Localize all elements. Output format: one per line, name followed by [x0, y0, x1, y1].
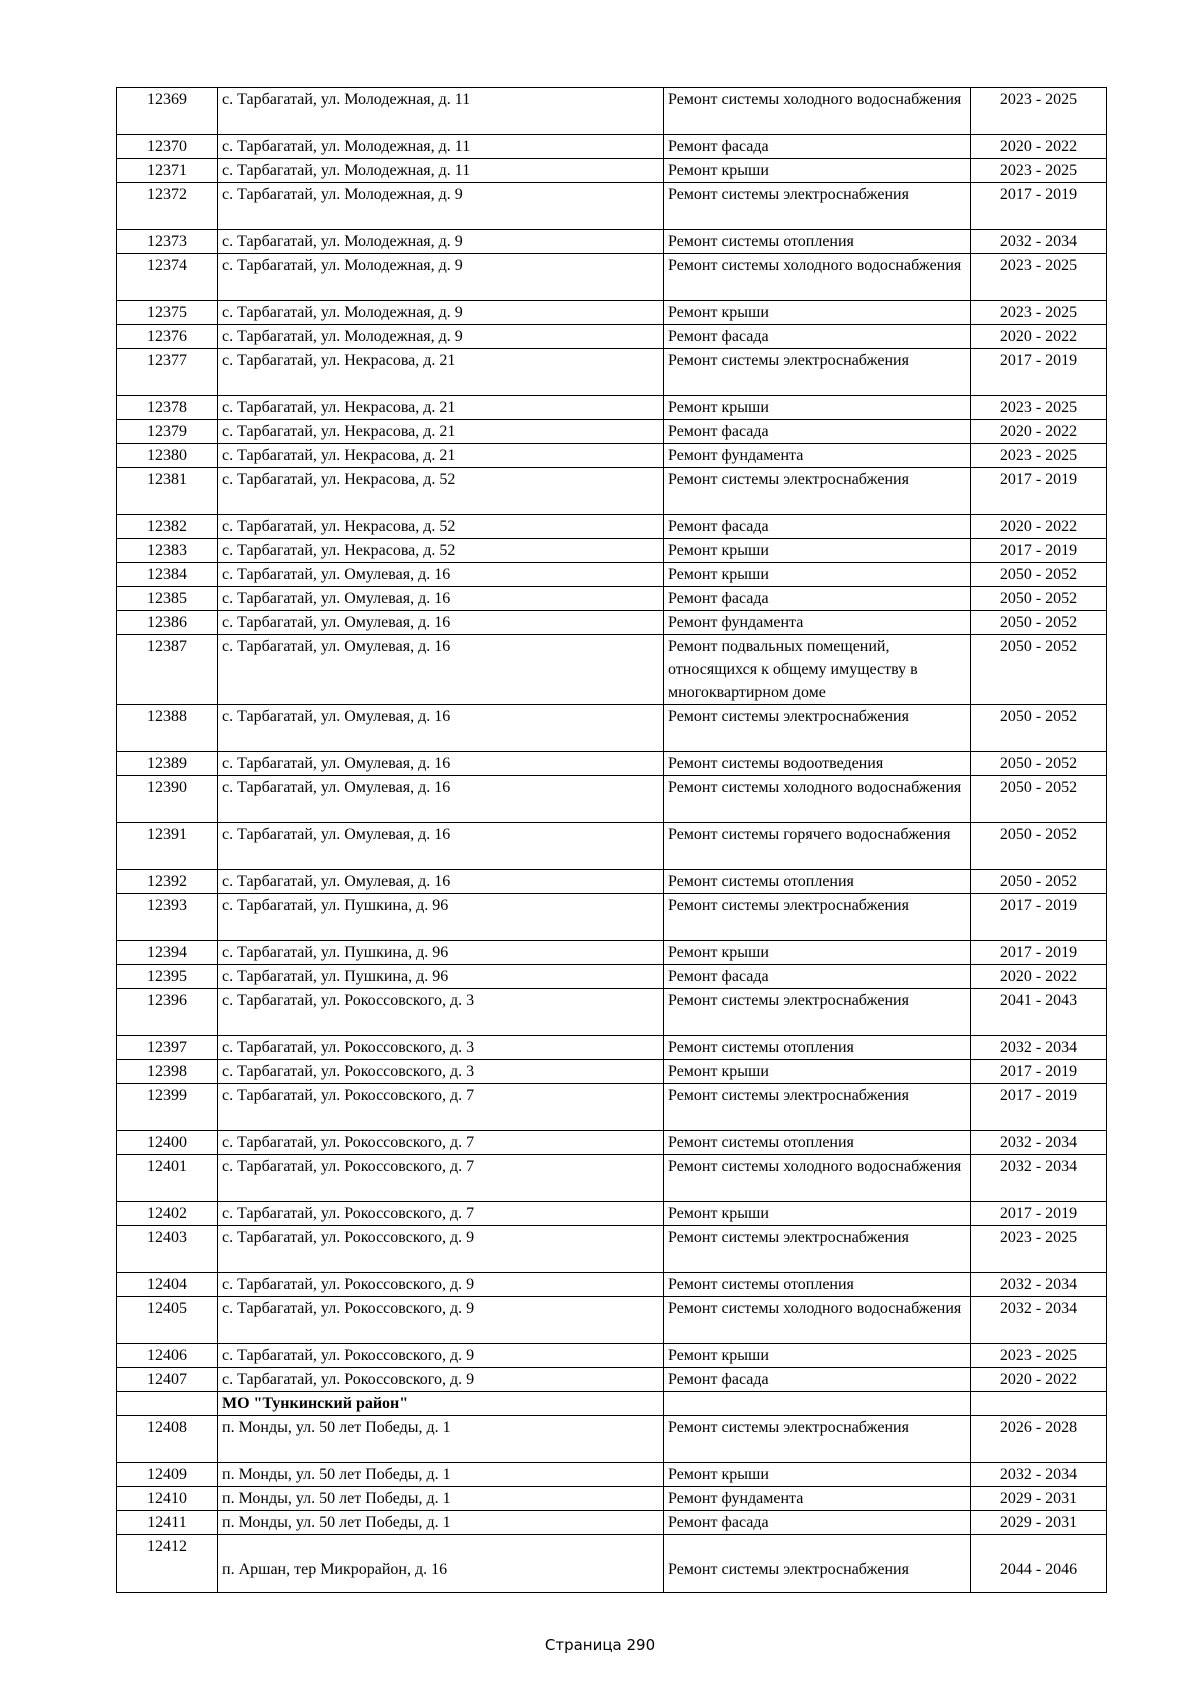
period-cell: 2023 - 2025 [971, 301, 1107, 325]
table-row [117, 301, 1107, 325]
address-cell: с. Тарбагатай, ул. Некрасова, д. 52 [218, 515, 664, 539]
row-number-cell: 12384 [117, 563, 218, 587]
period-cell: 2017 - 2019 [971, 349, 1107, 396]
table-row [117, 1416, 1107, 1463]
address-cell: с. Тарбагатай, ул. Омулевая, д. 16 [218, 563, 664, 587]
work-type-cell: Ремонт системы водоотведения [664, 752, 971, 776]
table-row [117, 1511, 1107, 1535]
table-row [117, 444, 1107, 468]
period-cell: 2032 - 2034 [971, 1273, 1107, 1297]
period-cell: 2017 - 2019 [971, 941, 1107, 965]
row-number-cell: 12411 [117, 1511, 218, 1535]
address-cell: с. Тарбагатай, ул. Рокоссовского, д. 3 [218, 1060, 664, 1084]
work-type-cell: Ремонт подвальных помещений, относящихся к общему имуществу в многоквартирном доме [664, 635, 971, 705]
period-cell: 2023 - 2025 [971, 1344, 1107, 1368]
period-cell: 2041 - 2043 [971, 989, 1107, 1036]
work-type-cell: Ремонт системы электроснабжения [664, 1084, 971, 1131]
row-number-cell: 12378 [117, 396, 218, 420]
row-number-cell: 12405 [117, 1297, 218, 1344]
address-cell: с. Тарбагатай, ул. Омулевая, д. 16 [218, 635, 664, 705]
address-cell: с. Тарбагатай, ул. Рокоссовского, д. 3 [218, 989, 664, 1036]
table-row [117, 752, 1107, 776]
period-cell: 2032 - 2034 [971, 230, 1107, 254]
address-cell: с. Тарбагатай, ул. Молодежная, д. 9 [218, 230, 664, 254]
period-cell: 2020 - 2022 [971, 965, 1107, 989]
period-cell: 2017 - 2019 [971, 1060, 1107, 1084]
table-row [117, 135, 1107, 159]
address-cell: с. Тарбагатай, ул. Некрасова, д. 52 [218, 468, 664, 515]
page-number: Страница 290 [544, 1636, 656, 1654]
row-number-cell: 12397 [117, 1036, 218, 1060]
period-cell: 2020 - 2022 [971, 1368, 1107, 1392]
row-number-cell: 12388 [117, 705, 218, 752]
table-row [117, 823, 1107, 870]
table-row [117, 468, 1107, 515]
address-cell: с. Тарбагатай, ул. Рокоссовского, д. 7 [218, 1202, 664, 1226]
table-row [117, 1226, 1107, 1273]
row-number-cell: 12387 [117, 635, 218, 705]
table-row [117, 1535, 1107, 1593]
row-number-cell: 12409 [117, 1463, 218, 1487]
work-type-cell: Ремонт системы горячего водоснабжения [664, 823, 971, 870]
row-number-cell: 12376 [117, 325, 218, 349]
work-type-cell: Ремонт системы отопления [664, 1273, 971, 1297]
table-body [117, 88, 1107, 1593]
work-type-cell: Ремонт фасада [664, 135, 971, 159]
work-type-cell: Ремонт фасада [664, 1511, 971, 1535]
table-row [117, 563, 1107, 587]
period-cell: 2029 - 2031 [971, 1511, 1107, 1535]
period-cell: 2020 - 2022 [971, 325, 1107, 349]
table-row [117, 539, 1107, 563]
table-row [117, 1084, 1107, 1131]
period-cell: 2017 - 2019 [971, 1084, 1107, 1131]
address-cell: с. Тарбагатай, ул. Омулевая, д. 16 [218, 823, 664, 870]
table-row [117, 1368, 1107, 1392]
work-type-cell: Ремонт фасада [664, 420, 971, 444]
address-cell: с. Тарбагатай, ул. Рокоссовского, д. 9 [218, 1273, 664, 1297]
table-row [117, 515, 1107, 539]
table-row [117, 965, 1107, 989]
table-row [117, 635, 1107, 705]
period-cell: 2050 - 2052 [971, 587, 1107, 611]
period-cell: 2023 - 2025 [971, 1226, 1107, 1273]
table-row [117, 88, 1107, 135]
table-row [117, 1344, 1107, 1368]
period-cell: 2050 - 2052 [971, 752, 1107, 776]
address-cell: с. Тарбагатай, ул. Омулевая, д. 16 [218, 705, 664, 752]
period-cell: 2017 - 2019 [971, 539, 1107, 563]
table-row [117, 1131, 1107, 1155]
period-cell: 2023 - 2025 [971, 88, 1107, 135]
work-type-cell [664, 1392, 971, 1416]
table-row [117, 349, 1107, 396]
table-row [117, 396, 1107, 420]
period-cell: 2032 - 2034 [971, 1463, 1107, 1487]
row-number-cell: 12401 [117, 1155, 218, 1202]
row-number-cell: 12402 [117, 1202, 218, 1226]
table-row [117, 1036, 1107, 1060]
work-type-cell: Ремонт крыши [664, 159, 971, 183]
work-type-cell: Ремонт системы холодного водоснабжения [664, 1297, 971, 1344]
table-row [117, 254, 1107, 301]
period-cell [971, 1392, 1107, 1416]
work-type-cell: Ремонт крыши [664, 301, 971, 325]
work-type-cell: Ремонт фасада [664, 1368, 971, 1392]
address-cell: п. Монды, ул. 50 лет Победы, д. 1 [218, 1416, 664, 1463]
period-cell: 2017 - 2019 [971, 183, 1107, 230]
row-number-cell: 12389 [117, 752, 218, 776]
table-row [117, 611, 1107, 635]
row-number-cell: 12374 [117, 254, 218, 301]
period-cell: 2023 - 2025 [971, 254, 1107, 301]
address-cell: с. Тарбагатай, ул. Некрасова, д. 21 [218, 444, 664, 468]
work-type-cell: Ремонт фундамента [664, 1487, 971, 1511]
work-type-cell: Ремонт крыши [664, 941, 971, 965]
address-cell: с. Тарбагатай, ул. Некрасова, д. 21 [218, 349, 664, 396]
address-cell: с. Тарбагатай, ул. Молодежная, д. 9 [218, 325, 664, 349]
address-cell: с. Тарбагатай, ул. Рокоссовского, д. 9 [218, 1226, 664, 1273]
work-type-cell: Ремонт крыши [664, 396, 971, 420]
works-table [116, 87, 1107, 1593]
work-type-cell: Ремонт крыши [664, 1060, 971, 1084]
work-type-cell: Ремонт системы электроснабжения [664, 1535, 971, 1593]
address-cell: с. Тарбагатай, ул. Омулевая, д. 16 [218, 587, 664, 611]
address-cell: с. Тарбагатай, ул. Молодежная, д. 11 [218, 159, 664, 183]
work-type-cell: Ремонт системы электроснабжения [664, 989, 971, 1036]
address-cell: п. Монды, ул. 50 лет Победы, д. 1 [218, 1511, 664, 1535]
period-cell: 2050 - 2052 [971, 635, 1107, 705]
address-cell: с. Тарбагатай, ул. Рокоссовского, д. 9 [218, 1344, 664, 1368]
work-type-cell: Ремонт фасада [664, 965, 971, 989]
work-type-cell: Ремонт системы холодного водоснабжения [664, 1155, 971, 1202]
address-cell: с. Тарбагатай, ул. Молодежная, д. 9 [218, 254, 664, 301]
row-number-cell [117, 1392, 218, 1416]
period-cell: 2050 - 2052 [971, 870, 1107, 894]
table-row [117, 1273, 1107, 1297]
row-number-cell: 12381 [117, 468, 218, 515]
work-type-cell: Ремонт фасада [664, 587, 971, 611]
row-number-cell: 12399 [117, 1084, 218, 1131]
row-number-cell: 12404 [117, 1273, 218, 1297]
period-cell: 2050 - 2052 [971, 563, 1107, 587]
address-cell: с. Тарбагатай, ул. Молодежная, д. 9 [218, 183, 664, 230]
work-type-cell: Ремонт системы электроснабжения [664, 468, 971, 515]
period-cell: 2017 - 2019 [971, 894, 1107, 941]
work-type-cell: Ремонт фундамента [664, 444, 971, 468]
table-row [117, 941, 1107, 965]
work-type-cell: Ремонт системы отопления [664, 870, 971, 894]
work-type-cell: Ремонт системы холодного водоснабжения [664, 254, 971, 301]
address-cell: с. Тарбагатай, ул. Рокоссовского, д. 9 [218, 1297, 664, 1344]
row-number-cell: 12403 [117, 1226, 218, 1273]
address-cell: с. Тарбагатай, ул. Рокоссовского, д. 7 [218, 1131, 664, 1155]
table-row [117, 989, 1107, 1036]
period-cell: 2050 - 2052 [971, 776, 1107, 823]
row-number-cell: 12386 [117, 611, 218, 635]
row-number-cell: 12382 [117, 515, 218, 539]
table-row [117, 1155, 1107, 1202]
address-cell: с. Тарбагатай, ул. Пушкина, д. 96 [218, 965, 664, 989]
period-cell: 2032 - 2034 [971, 1036, 1107, 1060]
period-cell: 2032 - 2034 [971, 1131, 1107, 1155]
period-cell: 2017 - 2019 [971, 1202, 1107, 1226]
table-row [117, 776, 1107, 823]
row-number-cell: 12393 [117, 894, 218, 941]
period-cell: 2020 - 2022 [971, 420, 1107, 444]
period-cell: 2020 - 2022 [971, 135, 1107, 159]
row-number-cell: 12380 [117, 444, 218, 468]
row-number-cell: 12371 [117, 159, 218, 183]
period-cell: 2023 - 2025 [971, 159, 1107, 183]
work-type-cell: Ремонт системы отопления [664, 1131, 971, 1155]
work-type-cell: Ремонт фасада [664, 515, 971, 539]
row-number-cell: 12390 [117, 776, 218, 823]
address-cell: п. Монды, ул. 50 лет Победы, д. 1 [218, 1487, 664, 1511]
address-cell: с. Тарбагатай, ул. Омулевая, д. 16 [218, 870, 664, 894]
work-type-cell: Ремонт системы электроснабжения [664, 1416, 971, 1463]
table-row [117, 1463, 1107, 1487]
period-cell: 2020 - 2022 [971, 515, 1107, 539]
period-cell: 2050 - 2052 [971, 823, 1107, 870]
period-cell: 2032 - 2034 [971, 1155, 1107, 1202]
row-number-cell: 12391 [117, 823, 218, 870]
address-cell: с. Тарбагатай, ул. Омулевая, д. 16 [218, 752, 664, 776]
address-cell: п. Монды, ул. 50 лет Победы, д. 1 [218, 1463, 664, 1487]
work-type-cell: Ремонт крыши [664, 1344, 971, 1368]
row-number-cell: 12407 [117, 1368, 218, 1392]
address-cell: с. Тарбагатай, ул. Некрасова, д. 21 [218, 396, 664, 420]
work-type-cell: Ремонт крыши [664, 1463, 971, 1487]
table-row [117, 894, 1107, 941]
work-type-cell: Ремонт крыши [664, 539, 971, 563]
period-cell: 2017 - 2019 [971, 468, 1107, 515]
table-row [117, 183, 1107, 230]
row-number-cell: 12375 [117, 301, 218, 325]
row-number-cell: 12396 [117, 989, 218, 1036]
work-type-cell: Ремонт фасада [664, 325, 971, 349]
row-number-cell: 12370 [117, 135, 218, 159]
work-type-cell: Ремонт крыши [664, 1202, 971, 1226]
table-row [117, 705, 1107, 752]
row-number-cell: 12369 [117, 88, 218, 135]
row-number-cell: 12392 [117, 870, 218, 894]
period-cell: 2050 - 2052 [971, 611, 1107, 635]
row-number-cell: 12408 [117, 1416, 218, 1463]
work-type-cell: Ремонт системы электроснабжения [664, 349, 971, 396]
address-cell: с. Тарбагатай, ул. Омулевая, д. 16 [218, 611, 664, 635]
section-header-row [117, 1392, 1107, 1416]
row-number-cell: 12373 [117, 230, 218, 254]
work-type-cell: Ремонт фундамента [664, 611, 971, 635]
period-cell: 2029 - 2031 [971, 1487, 1107, 1511]
table-row [117, 1060, 1107, 1084]
address-cell: с. Тарбагатай, ул. Рокоссовского, д. 7 [218, 1084, 664, 1131]
period-cell: 2023 - 2025 [971, 396, 1107, 420]
address-cell: п. Аршан, тер Микрорайон, д. 16 [218, 1535, 664, 1593]
row-number-cell: 12412 [117, 1535, 218, 1593]
work-type-cell: Ремонт крыши [664, 563, 971, 587]
row-number-cell: 12379 [117, 420, 218, 444]
address-cell: с. Тарбагатай, ул. Рокоссовского, д. 3 [218, 1036, 664, 1060]
table-row [117, 420, 1107, 444]
table-row [117, 587, 1107, 611]
address-cell: с. Тарбагатай, ул. Молодежная, д. 11 [218, 135, 664, 159]
row-number-cell: 12406 [117, 1344, 218, 1368]
table-row [117, 230, 1107, 254]
address-cell: с. Тарбагатай, ул. Молодежная, д. 9 [218, 301, 664, 325]
period-cell: 2032 - 2034 [971, 1297, 1107, 1344]
work-type-cell: Ремонт системы холодного водоснабжения [664, 776, 971, 823]
period-cell: 2050 - 2052 [971, 705, 1107, 752]
address-cell: с. Тарбагатай, ул. Пушкина, д. 96 [218, 894, 664, 941]
row-number-cell: 12372 [117, 183, 218, 230]
table-row [117, 870, 1107, 894]
address-cell: с. Тарбагатай, ул. Рокоссовского, д. 9 [218, 1368, 664, 1392]
address-cell: с. Тарбагатай, ул. Некрасова, д. 52 [218, 539, 664, 563]
work-type-cell: Ремонт системы электроснабжения [664, 1226, 971, 1273]
row-number-cell: 12400 [117, 1131, 218, 1155]
work-type-cell: Ремонт системы отопления [664, 230, 971, 254]
work-type-cell: Ремонт системы холодного водоснабжения [664, 88, 971, 135]
row-number-cell: 12394 [117, 941, 218, 965]
period-cell: 2044 - 2046 [971, 1535, 1107, 1593]
address-cell: с. Тарбагатай, ул. Пушкина, д. 96 [218, 941, 664, 965]
address-cell: с. Тарбагатай, ул. Молодежная, д. 11 [218, 88, 664, 135]
table-row [117, 159, 1107, 183]
table-row [117, 1202, 1107, 1226]
address-cell: МО "Тункинский район" [218, 1392, 664, 1416]
row-number-cell: 12383 [117, 539, 218, 563]
address-cell: с. Тарбагатай, ул. Омулевая, д. 16 [218, 776, 664, 823]
table-row [117, 325, 1107, 349]
address-cell: с. Тарбагатай, ул. Рокоссовского, д. 7 [218, 1155, 664, 1202]
row-number-cell: 12398 [117, 1060, 218, 1084]
row-number-cell: 12377 [117, 349, 218, 396]
work-type-cell: Ремонт системы электроснабжения [664, 705, 971, 752]
work-type-cell: Ремонт системы электроснабжения [664, 894, 971, 941]
period-cell: 2026 - 2028 [971, 1416, 1107, 1463]
work-type-cell: Ремонт системы электроснабжения [664, 183, 971, 230]
work-type-cell: Ремонт системы отопления [664, 1036, 971, 1060]
row-number-cell: 12410 [117, 1487, 218, 1511]
table-row [117, 1297, 1107, 1344]
period-cell: 2023 - 2025 [971, 444, 1107, 468]
table-row [117, 1487, 1107, 1511]
row-number-cell: 12395 [117, 965, 218, 989]
row-number-cell: 12385 [117, 587, 218, 611]
address-cell: с. Тарбагатай, ул. Некрасова, д. 21 [218, 420, 664, 444]
